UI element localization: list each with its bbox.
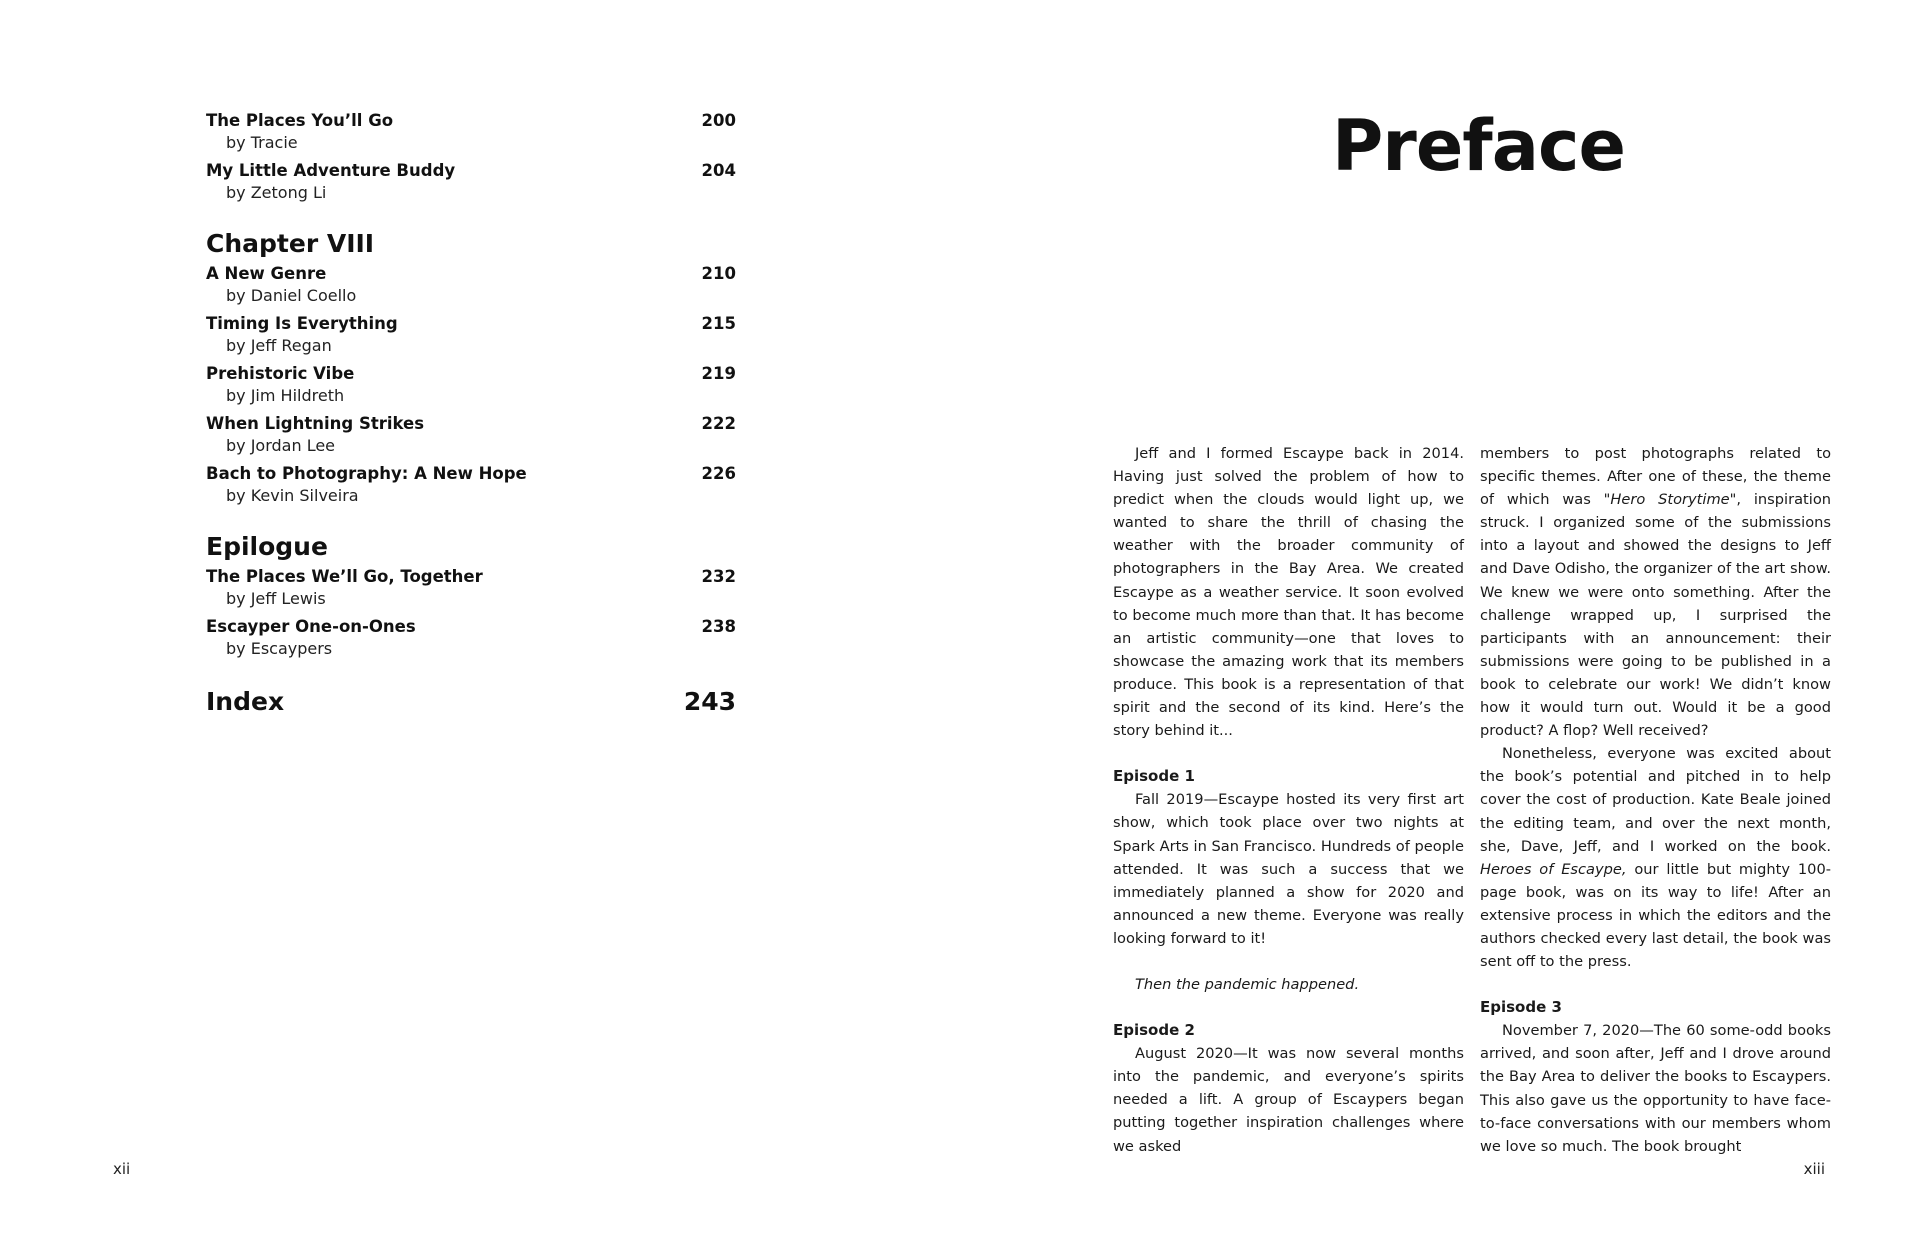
toc-entry-title: When Lightning Strikes: [206, 414, 425, 433]
chapter-heading: Chapter VIII: [206, 229, 375, 258]
toc-entry-title: A New Genre: [206, 264, 327, 283]
episode-2-heading: Episode 2: [1113, 1021, 1195, 1040]
toc-entry[interactable]: [206, 312, 736, 357]
toc-entry-page: 204: [701, 161, 736, 180]
index-label: Index: [206, 687, 285, 716]
toc-entry[interactable]: [206, 462, 736, 507]
epilogue-heading: Epilogue: [206, 532, 328, 561]
toc-entry-author: by Jim Hildreth: [226, 386, 345, 405]
episode-2-para2-a: Nonetheless, everyone was excited about the book’s potential and pitched in to help cover the cost of production. Kate Beale joined the editing team, and over the next month, she, Dave, Jeff, and I worked on the book.: [1480, 745, 1831, 855]
toc-entry-author: by Jeff Lewis: [226, 589, 326, 608]
toc-entry-title: Bach to Photography: A New Hope: [206, 464, 527, 483]
toc-entry-page: 232: [701, 567, 736, 586]
text-column-left: [1113, 442, 1464, 1158]
right-page: [960, 0, 1920, 1242]
episode-2-continued-b: , inspiration struck. I organized some of the submissions into a layout and showed the designs to Jeff and Dave Odisho, the organizer of the art show. We knew we were onto something. After the challenge wrapped up, I surprised the participants with an announcement: their submissions were going to be published in a book to celebrate our work! We didn’t know how it would turn out. Would it be a good product? A flop? Well received?: [1480, 491, 1832, 740]
episode-2-continued-a: members to post photographs related to specific themes. After one of these, the theme of which was: [1480, 445, 1831, 509]
page-number-left: xii: [113, 1160, 131, 1178]
toc-entry-page: 215: [701, 314, 736, 333]
text-column-right: [1480, 442, 1831, 1158]
toc-entry-page: 210: [701, 264, 736, 283]
toc-entry-title: My Little Adventure Buddy: [206, 161, 456, 180]
book-title: Heroes of Escaype,: [1480, 860, 1627, 878]
episode-2-para2-b: our little but mighty 100-page book, was on its way to life! After an extensive process in which the editors and the authors checked every last detail, the book was sent off to the press.: [1480, 860, 1831, 971]
toc-entry-author: by Kevin Silveira: [226, 486, 359, 505]
toc-entry-title: Escayper One-on-Ones: [206, 617, 416, 636]
intro-paragraph: Jeff and I formed Escaype back in 2014. Having just solved the problem of how to predict when the clouds would light up, we wanted to share the thrill of chasing the weather with the broader community of photographers in the Bay Area. We created Escaype as a weather service. It soon evolved to become much more than that. It has become an artistic community—one that loves to showcase the amazing work that its members produce. This book is a representation of that spirit and the second of its kind. Here’s the story behind it...: [1113, 445, 1464, 740]
toc-entry-page: 200: [701, 111, 736, 130]
episode-1-paragraph: Fall 2019—Escaype hosted its very first art show, which took place over two nights at Spark Arts in San Francisco. Hundreds of people attended. It was such a success that we immediately planned a show for 2020 and announced a new theme. Everyone was really looking forward to it!: [1113, 791, 1464, 947]
episode-2-paragraph-2: [1480, 742, 1831, 973]
toc-entry-author: by Daniel Coello: [226, 286, 357, 305]
episode-2-continued: [1480, 442, 1831, 742]
toc-entry[interactable]: [206, 412, 736, 457]
toc-entry-author: by Jeff Regan: [226, 336, 332, 355]
episode-3-heading: Episode 3: [1480, 998, 1562, 1017]
toc-entry-page: 238: [701, 617, 736, 636]
toc-entry-author: by Zetong Li: [226, 183, 327, 202]
toc-entry-title: Timing Is Everything: [206, 314, 398, 333]
toc-entry[interactable]: [206, 565, 736, 610]
toc-entry-author: by Tracie: [226, 133, 298, 152]
toc-entry-title: The Places We’ll Go, Together: [206, 567, 483, 586]
toc-entry[interactable]: [206, 615, 736, 660]
toc-entry[interactable]: [206, 262, 736, 307]
toc-entry[interactable]: [206, 159, 736, 204]
page-number-right: xiii: [1803, 1160, 1825, 1178]
toc-entry-title: Prehistoric Vibe: [206, 364, 355, 383]
toc-entry[interactable]: [206, 362, 736, 407]
episode-3-paragraph: November 7, 2020—The 60 some-odd books arrived, and soon after, Jeff and I drove around the Bay Area to deliver the books to Escaypers. This also gave us the opportunity to have face-to-face conversations with our members whom we love so much. The book brought: [1480, 1022, 1831, 1155]
episode-2-paragraph: August 2020—It was now several months into the pandemic, and everyone’s spirits needed a lift. A group of Escaypers began putting together inspiration challenges where we asked: [1113, 1045, 1464, 1155]
toc-entry-author: by Escaypers: [226, 639, 333, 658]
table-of-contents: [206, 109, 736, 718]
episode-1-heading: Episode 1: [1113, 767, 1195, 786]
toc-index-entry[interactable]: [206, 686, 736, 718]
index-page: 243: [683, 687, 736, 716]
toc-entry-page: 219: [701, 364, 736, 383]
toc-entry[interactable]: [206, 109, 736, 154]
episode-1-aside: Then the pandemic happened.: [1135, 975, 1360, 993]
toc-entry-title: The Places You’ll Go: [206, 111, 394, 130]
page-title: Preface: [1332, 105, 1625, 187]
toc-entry-page: 226: [701, 464, 736, 483]
challenge-quote: "Hero Storytime": [1603, 491, 1737, 509]
toc-entry-author: by Jordan Lee: [226, 436, 336, 455]
toc-entry-page: 222: [701, 414, 736, 433]
